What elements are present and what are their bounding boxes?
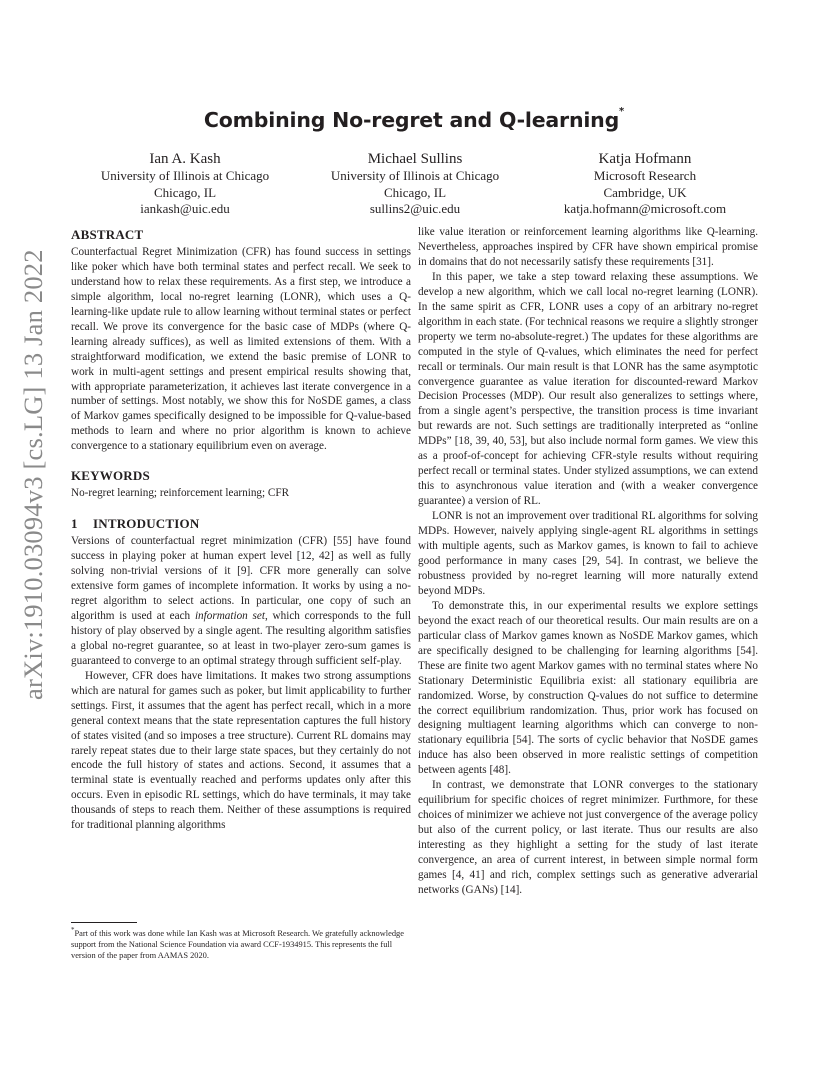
intro-p1-text: Versions of counterfactual regret minimization (CFR) [55] have found success in playing poker at human expert level [12, 42] as well as fully solving non-trivial versions of it [9]. CFR more generally can solve extensive form games of incomplete information. It works by using a no-regret algorithm to select actions. In particular, one copy of such an algorithm is used at each [71, 535, 411, 622]
intro-p1-emphasis: information set [194, 609, 265, 622]
right-column [418, 225, 758, 898]
footnote-text: Part of this work was done while Ian Kash was at Microsoft Research. We gratefully acknowledge support from the National Science Foundation via award CCF-1934915. This represents the full version of the paper from AAMAS 2020. [71, 928, 404, 960]
author [300, 150, 530, 218]
section-title: INTRODUCTION [93, 516, 200, 532]
intro-paragraph-3: In this paper, we take a step toward relaxing these assumptions. We develop a new algorithm, which we call local no-regret learning (LONR). In the same spirit as CFR, LONR uses a copy of an arbitrary no-regret algorithm in each state. (For technical reasons we require a slightly stronger property we term no-absolute-regret.) The updates for these algorithms are computed in the style of Q-values, which eliminates the need for perfect recall or terminals. Our main result is that LONR has the same asymptotic convergence guarantee as value iteration for discounted-reward Markov Decision Processes (MDP). Our result also generalizes to settings where, from a single agent’s perspective, the transition process is time invariant but rewards are not. Such settings are traditionally interpreted as “online MDPs” [18, 39, 40, 53], but also include normal form games. We view this as a proof-of-concept for achieving CFR-style results without requiring perfect recall or terminal states. Under stylized assumptions, we can extend this to asynchronous value iteration and (with a weaker convergence guarantee) a version of RL. [418, 270, 758, 508]
left-column [71, 228, 411, 833]
intro-paragraph-5: To demonstrate this, in our experimental results we explore settings beyond the exact reach of our theoretical results. Our main results are on a particular class of Markov games known as NoSDE Markov games, which are specifically designed to be challenging for learning algorithms [54]. These are finite two agent Markov games with no terminal states where No Stationary Deterministic Equilibria exist: all stationary equilibria are randomized. Worse, by construction Q-values do not suffice to determine the correct equilibrium randomization. Thus, prior work has focused on designing multiagent learning algorithms which can converge to non-stationary equilibria [54]. The sorts of cyclic behavior that NoSDE games induce has also been observed in more realistic settings of competition between agents [48]. [418, 599, 758, 777]
introduction-heading [71, 517, 411, 532]
footnote-rule [71, 922, 137, 923]
footnote-mark: * [71, 926, 75, 934]
intro-paragraph-2-continued: like value iteration or reinforcement learning algorithms like Q-learning. Nevertheless, approaches inspired by CFR have shown empirical promise in domains that do not necessarily satisfy these requirements [31]. [418, 226, 758, 268]
abstract-heading: ABSTRACT [71, 227, 144, 242]
title-footnote-mark: * [619, 106, 625, 117]
author [530, 150, 760, 218]
intro-paragraph-2: However, CFR does have limitations. It makes two strong assumptions which are natural for games such as poker, but limit applicability to further settings. First, it assumes that the agent has perfect recall, which in a more general context means that the state representation captures the full history of states visited (and so imposes a tree structure). Current RL domains may rarely repeat states due to their large state spaces, but they certainly do not encode the full history of states and actions. Second, it assumes that a terminal state is eventually reached and performs updates only after this occurs. Even in episodic RL settings, which do have terminals, it may take thousands of steps to reach them. Neither of these assumptions is required for traditional planning algorithms [71, 669, 411, 832]
author-name: Ian A. Kash [149, 151, 221, 167]
keywords-text: No-regret learning; reinforcement learning; CFR [71, 487, 290, 500]
intro-paragraph-1 [71, 534, 411, 669]
author-affiliation: Microsoft Research [593, 168, 697, 183]
abstract-text: Counterfactual Regret Minimization (CFR) has found success in settings like poker which have both terminal states and perfect recall. We seek to understand how to relax these requirements. As a first step, we introduce a simple algorithm, local no-regret learning (LONR), which uses a Q-learning-like update rule to allow learning without terminal states or perfect recall. We prove its convergence for the basic case of MDPs (where Q-learning already suffices), as well as limited extensions of them. With a straightforward modification, we extend the basic premise of LONR to work in multi-agent settings and present empirical results showing that, with appropriate parameterization, it achieves last iterate convergence in a number of settings. Most notably, we show this for NoSDE games, a class of Markov games specifically designed to be impossible for Q-value-based methods to learn and where no prior algorithm is known to achieve convergence to a stationary equilibrium even on average. [71, 245, 411, 453]
author-block [70, 150, 760, 218]
author-email: katja.hofmann@microsoft.com [563, 201, 727, 217]
keywords-heading: KEYWORDS [71, 468, 150, 484]
intro-p1-text-rest: , which corresponds to the full history of play observed by a single agent. The resulting algorithm satisfies a global no-regret guarantee, so at least in two-player zero-sum games is guaranteed to converge to an optimal strategy through sufficient self-play. [71, 609, 411, 667]
author-name: Katja Hofmann [598, 151, 692, 167]
arxiv-stamp: arXiv:1910.03094v3 [cs.LG] 13 Jan 2022 [18, 249, 48, 700]
footnote [71, 925, 417, 961]
intro-paragraph-6: In contrast, we demonstrate that LONR converges to the stationary equilibrium for specific choices of regret minimizer. Furthmore, for these choices of minimizer we achieve not just convergence of the average policy but also of the current policy, or last iterate. Thus our results are also interesting as they highlight a setting for the study of last iterate convergence, an area of current interest, in between simple normal form games [4, 41] and rich, complex settings such as generative adverarial networks (GANs) [14]. [418, 779, 758, 896]
author-name: Michael Sullins [367, 151, 463, 167]
author-email: iankash@uic.edu [140, 201, 230, 217]
author-location: Chicago, IL [383, 184, 447, 200]
intro-paragraph-4: LONR is not an improvement over traditional RL algorithms for solving MDPs. However, naively applying single-agent RL algorithms in settings with multiple agents, such as Markov games, is known to fail to achieve good performance in many cases [29, 54]. In contrast, we believe the robustness provided by no-regret learning will more naturally extend beyond MDPs. [418, 510, 758, 597]
paper-title [0, 108, 828, 132]
author-location: Chicago, IL [153, 184, 217, 200]
author [70, 150, 300, 218]
title-text: Combining No-regret and Q-learning [203, 108, 620, 132]
section-number: 1 [71, 516, 78, 532]
author-affiliation: University of Illinois at Chicago [100, 168, 270, 183]
author-location: Cambridge, UK [603, 184, 687, 200]
author-email: sullins2@uic.edu [369, 201, 461, 217]
author-affiliation: University of Illinois at Chicago [330, 168, 500, 183]
